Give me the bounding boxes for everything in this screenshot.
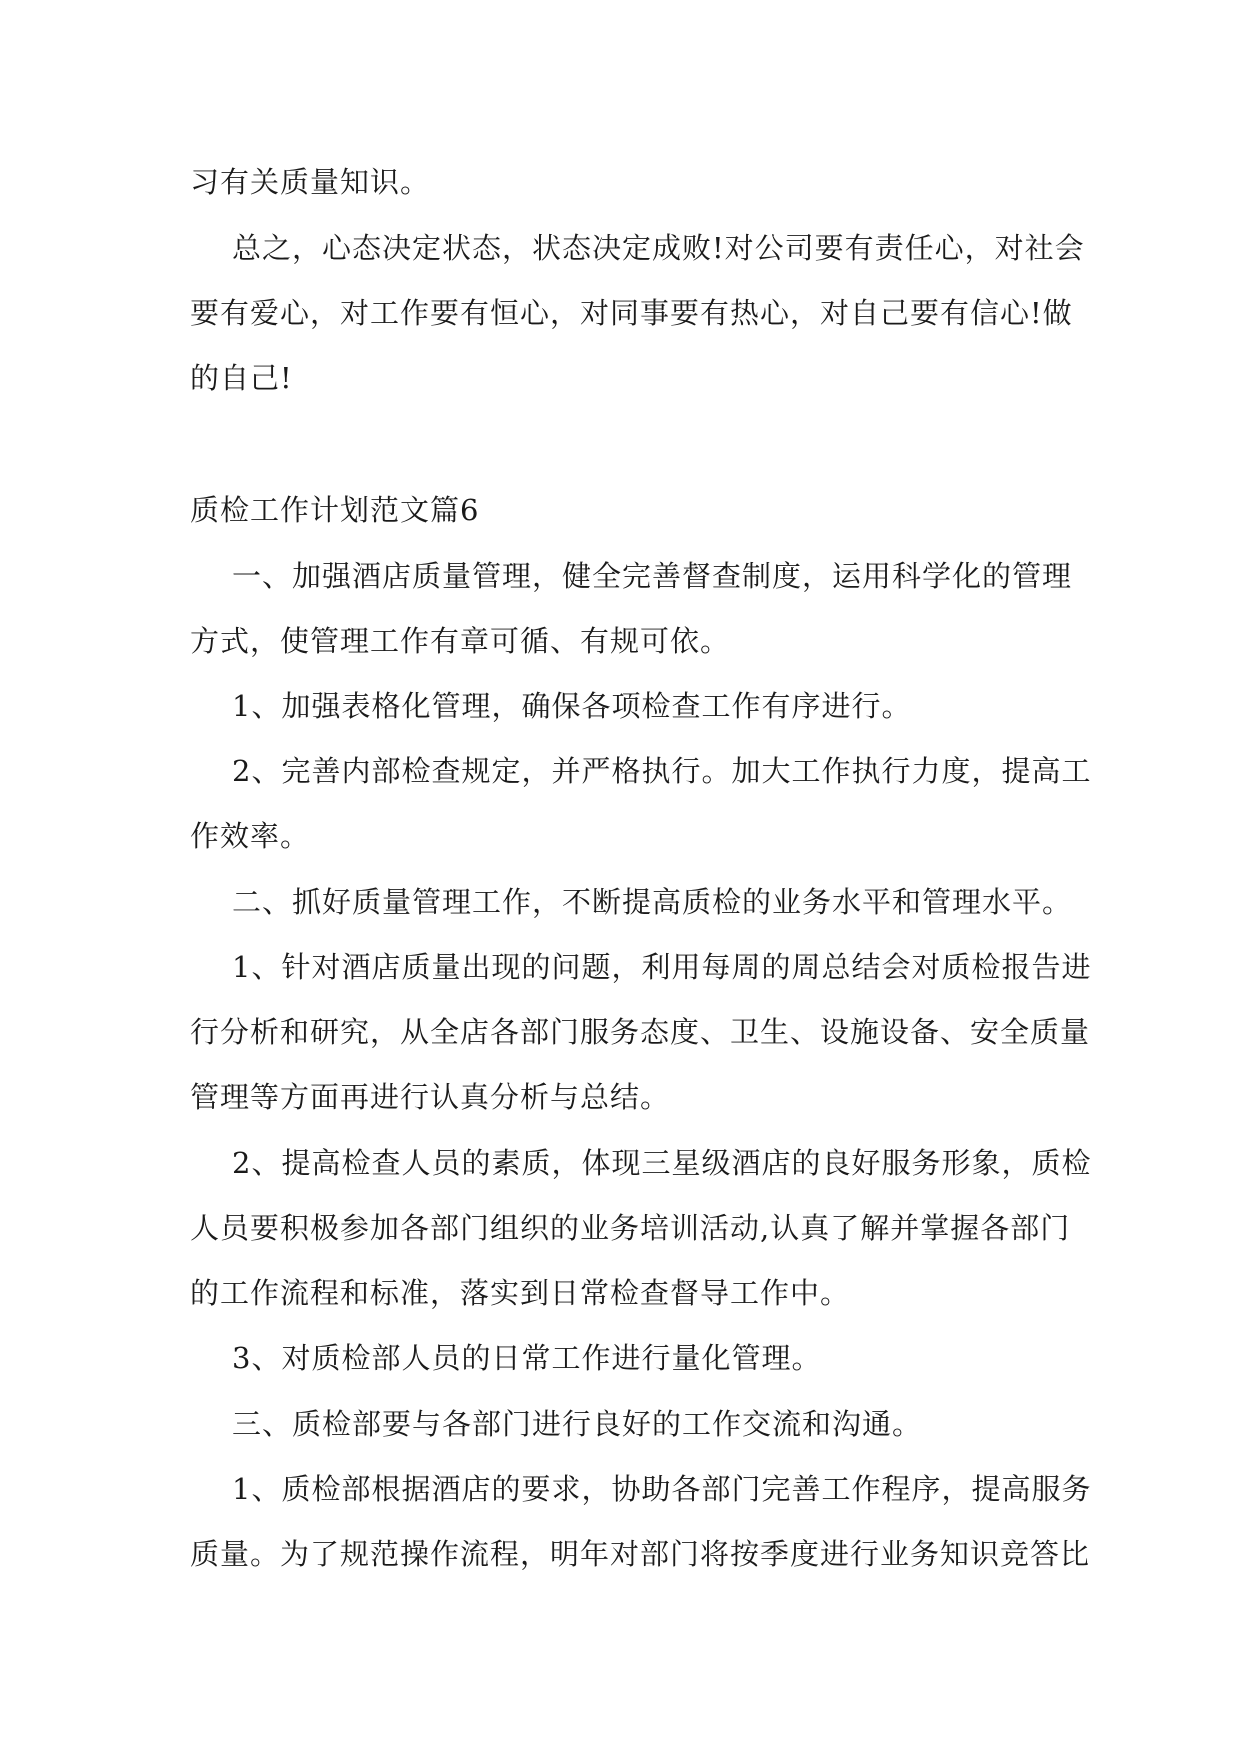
paragraph-line: 行分析和研究，从全店各部门服务态度、卫生、设施设备、安全质量 [190, 1015, 1091, 1049]
paragraph-line: 1、针对酒店质量出现的问题，利用每周的周总结会对质检报告进 [232, 950, 1092, 984]
paragraph-line: 的自己! [190, 361, 293, 395]
paragraph-line: 的工作流程和标准，落实到日常检查督导工作中。 [190, 1276, 851, 1310]
paragraph-line: 1、质检部根据酒店的要求，协助各部门完善工作程序，提高服务 [232, 1472, 1092, 1506]
paragraph-line: 1、加强表格化管理，确保各项检查工作有序进行。 [232, 689, 912, 723]
paragraph-line: 2、提高检查人员的素质，体现三星级酒店的良好服务形象，质检 [232, 1146, 1092, 1180]
paragraph-line: 三、质检部要与各部门进行良好的工作交流和沟通。 [232, 1407, 923, 1441]
paragraph-line: 3、对质检部人员的日常工作进行量化管理。 [232, 1341, 822, 1375]
paragraph-line: 一、加强酒店质量管理，健全完善督查制度，运用科学化的管理 [232, 559, 1073, 593]
paragraph-line: 二、抓好质量管理工作，不断提高质检的业务水平和管理水平。 [232, 885, 1073, 919]
paragraph-line: 方式，使管理工作有章可循、有规可依。 [190, 624, 731, 658]
paragraph-line: 总之，心态决定状态，状态决定成败!对公司要有责任心，对社会 [232, 231, 1085, 265]
paragraph-line: 质量。为了规范操作流程，明年对部门将按季度进行业务知识竞答比 [190, 1537, 1091, 1571]
paragraph-line: 管理等方面再进行认真分析与总结。 [190, 1080, 671, 1114]
paragraph-line: 人员要积极参加各部门组织的业务培训活动,认真了解并掌握各部门 [190, 1211, 1071, 1245]
paragraph-line: 习有关质量知识。 [190, 165, 431, 199]
section-heading: 质检工作计划范文篇6 [190, 493, 480, 527]
paragraph-line: 要有爱心，对工作要有恒心，对同事要有热心，对自己要有信心!做 [190, 296, 1073, 330]
paragraph-line: 作效率。 [190, 819, 311, 853]
paragraph-line: 2、完善内部检查规定，并严格执行。加大工作执行力度，提高工 [232, 754, 1092, 788]
